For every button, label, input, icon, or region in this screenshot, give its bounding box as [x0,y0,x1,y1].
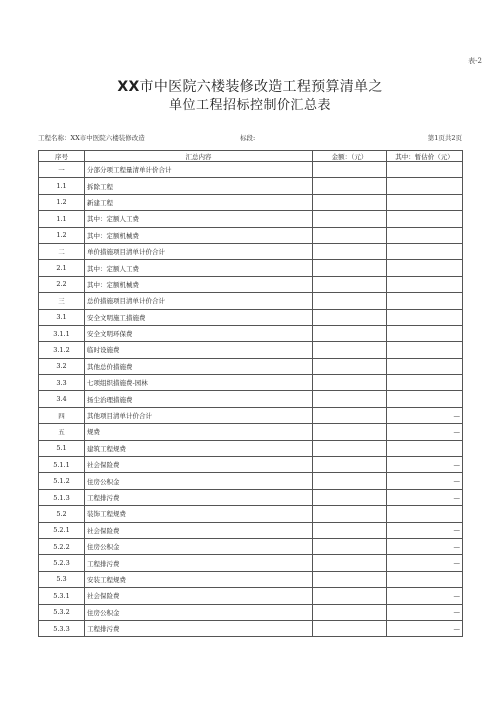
project-name: 工程名称：XX市中医院六楼装修改造 [38,134,145,142]
row-amount [313,620,387,636]
row-amount [313,194,387,210]
row-index: 一 [39,162,85,178]
row-name: 社会保险费 [85,457,313,473]
table-row [39,391,463,407]
row-estimate [387,358,463,374]
row-estimate [387,260,463,276]
row-index: 5.2 [39,506,85,522]
row-estimate: — [387,620,463,636]
table-row [39,407,463,423]
page-title [0,76,500,96]
row-name: 其他总价措施费 [85,358,313,374]
row-name: 规费 [85,424,313,440]
row-estimate: — [387,424,463,440]
row-amount [313,440,387,456]
title-text: 市中医院六楼装修改造工程预算清单之 [139,79,383,95]
row-index: 5.3.2 [39,604,85,620]
row-amount [313,358,387,374]
table-row [39,309,463,325]
row-estimate: — [387,604,463,620]
row-index: 3.1.1 [39,325,85,341]
row-name: 其中：定额机械费 [85,276,313,292]
table-row [39,522,463,538]
row-name: 其中：定额人工费 [85,260,313,276]
header-amount: 金额：（元） [313,151,387,162]
row-amount [313,555,387,571]
row-estimate [387,211,463,227]
table-body [39,162,463,637]
row-estimate: — [387,588,463,604]
table-row [39,243,463,259]
header-index: 序号 [39,151,85,162]
row-amount [313,588,387,604]
row-amount [313,424,387,440]
row-amount [313,538,387,554]
row-index: 1.1 [39,178,85,194]
row-index: 3.1 [39,309,85,325]
table-row [39,178,463,194]
table-row [39,358,463,374]
table-row [39,473,463,489]
row-name: 工程排污费 [85,620,313,636]
row-name: 扬尘治理措施费 [85,391,313,407]
table-row [39,604,463,620]
row-amount [313,243,387,259]
row-index: 3.3 [39,375,85,391]
row-amount [313,457,387,473]
row-amount [313,211,387,227]
row-amount [313,342,387,358]
row-name: 总价措施项目清单计价合计 [85,293,313,309]
row-index: 3.2 [39,358,85,374]
row-name: 工程排污费 [85,555,313,571]
table-row [39,227,463,243]
row-amount [313,522,387,538]
row-name: 其他项目清单计价合计 [85,407,313,423]
row-name: 七项组织措施费-园林 [85,375,313,391]
table-row [39,162,463,178]
row-amount [313,227,387,243]
page-subtitle: 单位工程招标控制价汇总表 [168,98,331,113]
table-row [39,440,463,456]
row-index: 1.2 [39,194,85,210]
table-row [39,342,463,358]
row-name: 住房公积金 [85,473,313,489]
section-label: 标段: [240,134,256,142]
row-name: 社会保险费 [85,522,313,538]
row-name: 建筑工程规费 [85,440,313,456]
table-row [39,424,463,440]
row-index: 5.2.3 [39,555,85,571]
row-index: 5.2.2 [39,538,85,554]
row-amount [313,276,387,292]
row-name: 社会保险费 [85,588,313,604]
row-index: 2.1 [39,260,85,276]
row-estimate [387,162,463,178]
row-name: 装饰工程规费 [85,506,313,522]
row-name: 工程排污费 [85,489,313,505]
row-amount [313,325,387,341]
row-index: 3.4 [39,391,85,407]
row-amount [313,309,387,325]
table-row [39,620,463,636]
row-estimate [387,440,463,456]
row-amount [313,162,387,178]
row-index: 5.3 [39,571,85,587]
row-index: 5.1.3 [39,489,85,505]
form-number: 表-2 [468,57,482,65]
table-row [39,375,463,391]
row-estimate: — [387,489,463,505]
row-index: 五 [39,424,85,440]
row-estimate [387,243,463,259]
row-estimate [387,342,463,358]
row-index: 5.2.1 [39,522,85,538]
table-row [39,325,463,341]
table-row [39,571,463,587]
row-estimate [387,506,463,522]
row-name: 分部分项工程量清单计价合计 [85,162,313,178]
row-estimate [387,178,463,194]
header-content: 汇总内容 [85,151,313,162]
table-row [39,506,463,522]
row-amount [313,407,387,423]
row-name: 住房公积金 [85,604,313,620]
row-estimate: — [387,538,463,554]
row-name: 新建工程 [85,194,313,210]
table-row [39,211,463,227]
title-prefix: XX [117,79,140,95]
table-row [39,588,463,604]
row-estimate: — [387,522,463,538]
row-amount [313,571,387,587]
row-amount [313,506,387,522]
table-row [39,457,463,473]
table-header-row [39,151,463,162]
row-estimate: — [387,555,463,571]
row-estimate [387,227,463,243]
row-amount [313,293,387,309]
row-index: 5.3.3 [39,620,85,636]
row-estimate [387,194,463,210]
row-index: 5.1 [39,440,85,456]
table-row [39,276,463,292]
document-meta [38,133,462,143]
row-index: 三 [39,293,85,309]
table-row [39,293,463,309]
row-estimate: — [387,473,463,489]
table-row [39,555,463,571]
row-estimate [387,293,463,309]
row-name: 安全文明施工措施费 [85,309,313,325]
row-index: 5.1.2 [39,473,85,489]
row-estimate [387,571,463,587]
row-amount [313,178,387,194]
row-name: 其中：定额人工费 [85,211,313,227]
row-estimate [387,309,463,325]
row-index: 二 [39,243,85,259]
row-name: 住房公积金 [85,538,313,554]
header-estimate: 其中：暂估价（元） [387,151,463,162]
row-amount [313,473,387,489]
row-amount [313,604,387,620]
row-estimate [387,391,463,407]
row-name: 临时设施费 [85,342,313,358]
row-amount [313,375,387,391]
row-index: 3.1.2 [39,342,85,358]
row-name: 安装工程规费 [85,571,313,587]
table-row [39,489,463,505]
row-estimate: — [387,457,463,473]
row-name: 安全文明环保费 [85,325,313,341]
row-estimate [387,375,463,391]
row-estimate [387,325,463,341]
row-index: 2.2 [39,276,85,292]
row-index: 四 [39,407,85,423]
table-row [39,260,463,276]
row-name: 拆除工程 [85,178,313,194]
row-estimate [387,276,463,292]
summary-table [38,150,463,637]
row-index: 5.3.1 [39,588,85,604]
row-name: 单价措施项目清单计价合计 [85,243,313,259]
row-amount [313,391,387,407]
row-amount [313,489,387,505]
table-row [39,538,463,554]
row-amount [313,260,387,276]
row-index: 5.1.1 [39,457,85,473]
page-indicator: 第1页共2页 [427,134,462,142]
row-estimate: — [387,407,463,423]
table-row [39,194,463,210]
row-index: 1.1 [39,211,85,227]
row-name: 其中：定额机械费 [85,227,313,243]
row-index: 1.2 [39,227,85,243]
